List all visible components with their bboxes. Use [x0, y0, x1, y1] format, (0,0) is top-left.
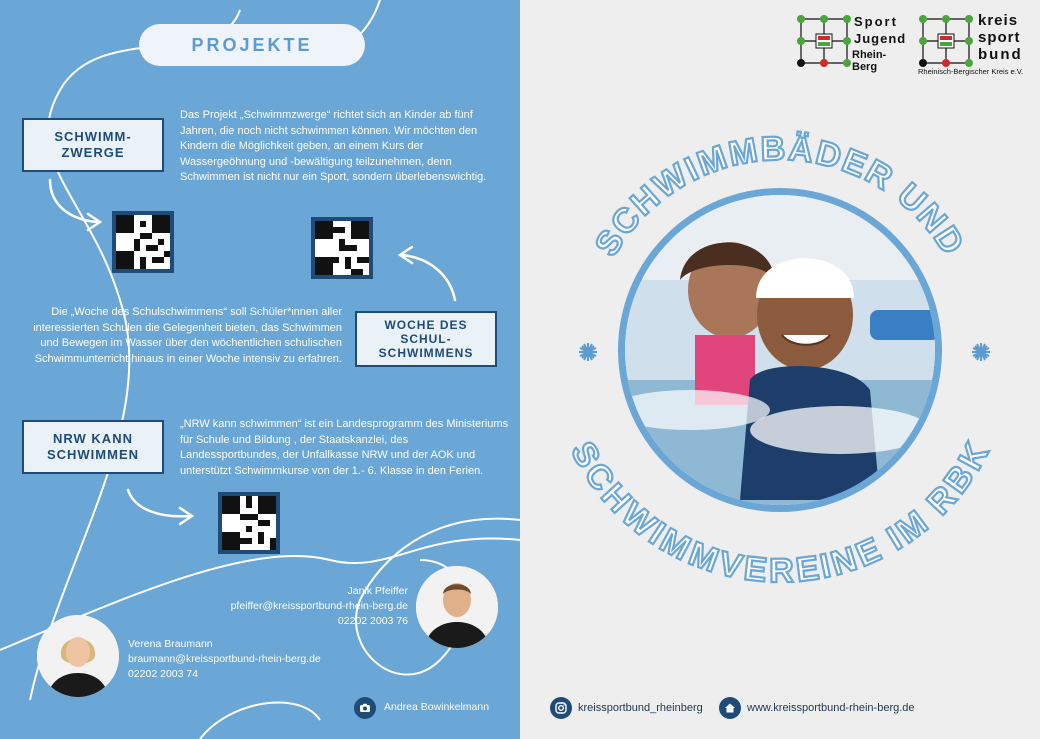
label-nrw-line1: NRW KANN	[53, 431, 133, 446]
circle-title-graphic	[520, 80, 1040, 700]
title-bottom-text: SCHWIMMVEREINE IM RBK	[563, 435, 997, 591]
label-schwimmzwerge	[22, 118, 164, 172]
contact-name: Janik Pfeiffer	[347, 585, 408, 597]
contact-email[interactable]: pfeiffer@kreissportbund-rhein-berg.de	[230, 600, 408, 612]
label-schulschwimmen-line3: SCHWIMMENS	[378, 346, 474, 360]
photo-credit: Andrea Bowinkelmann	[384, 701, 490, 713]
schwimmzwerge-text: Das Projekt „Schwimmzwerge“ richtet sich an Kinder ab fünf Jahren, die noch nicht schwimmen können. Wir möchten den Kindern die Möglichkeit geben, an einem Kurs der Wassergeöhnung und -bewältigung teilzunehmen, denn Schwimmen ist nicht nur ein Sport, sondern überlebenswichtig.	[180, 109, 487, 183]
schulschwimmen-text: Die „Woche des Schulschwimmens“ soll Schüler*innen aller interessierten Schulen die Gelegenheit bieten, das Schwimmen und Bewegen im Wasser über den wöchentlichen schulischen Schwimmunterricht hinaus in einer Woche intensiv zu erfahren.	[33, 306, 342, 365]
contact-phone: 02202 2003 76	[337, 615, 408, 627]
qr-code-nrw[interactable]	[218, 492, 280, 554]
logo-kreissportbund	[918, 14, 1040, 78]
label-schwimmzwerge-line2: ZWERGE	[61, 145, 125, 160]
label-schulschwimmen	[355, 311, 497, 367]
nrw-text: „NRW kann schwimmen“ ist ein Landesprogramm des Ministeriums für Schule und Bildung , der Staatskanzlei, des Landessportbundes, der Unfallkasse NRW und der AOK und unterstützt Schwimmkurse von der 1.- 6. Klasse in den Ferien.	[180, 418, 509, 477]
qr-pattern	[222, 496, 276, 550]
label-nrw-kann-schwimmen	[22, 420, 164, 474]
sunburst-icon-left	[579, 343, 597, 361]
logo2-subline: Rheinisch-Bergischer Kreis e.V.	[918, 67, 1024, 76]
logo-grid-icon	[918, 14, 974, 68]
label-nrw-line2: SCHWIMMEN	[46, 447, 140, 462]
avatar-verena	[37, 615, 119, 697]
contact-verena	[128, 637, 328, 682]
logo2-line3: bund	[978, 46, 1023, 63]
label-schulschwimmen-line1: WOCHE DES	[384, 318, 468, 332]
contact-janik	[222, 584, 408, 629]
logo2-line2: sport	[978, 29, 1021, 46]
qr-code-schwimmzwerge[interactable]	[112, 211, 174, 273]
qr-code-schulschwimmen[interactable]	[311, 217, 373, 279]
contact-phone: 02202 2003 74	[128, 668, 199, 680]
title-top-text: SCHWIMMBÄDER UND	[587, 129, 973, 263]
logo2-line1: kreis	[978, 12, 1019, 29]
qr-pattern	[315, 221, 369, 275]
right-panel	[520, 0, 1040, 739]
website-link[interactable]: www.kreissportbund-rhein-berg.de	[747, 702, 915, 714]
person-icon	[416, 566, 498, 648]
logo1-line2: Jugend	[854, 31, 907, 46]
qr-pattern	[116, 215, 170, 269]
avatar-janik	[416, 566, 498, 648]
logo-grid-icon	[796, 14, 852, 68]
logo1-line3: Rhein-Berg	[852, 49, 887, 73]
label-schulschwimmen-line2: SCHUL-	[400, 332, 452, 346]
logo-sportjugend	[796, 14, 907, 73]
camera-icon	[354, 697, 376, 719]
logo1-line1: Sport	[854, 14, 898, 29]
instagram-icon[interactable]	[550, 697, 572, 719]
sunburst-icon-right	[972, 343, 990, 361]
label-schwimmzwerge-line1: SCHWIMM-	[54, 129, 132, 144]
instagram-handle[interactable]: kreissportbund_rheinberg	[578, 702, 703, 714]
contact-email[interactable]: braumann@kreissportbund-rhein-berg.de	[128, 653, 321, 665]
section-title-projekte: PROJEKTE	[139, 24, 365, 66]
home-icon[interactable]	[719, 697, 741, 719]
contact-name: Verena Braumann	[128, 638, 213, 650]
person-icon	[37, 615, 119, 697]
